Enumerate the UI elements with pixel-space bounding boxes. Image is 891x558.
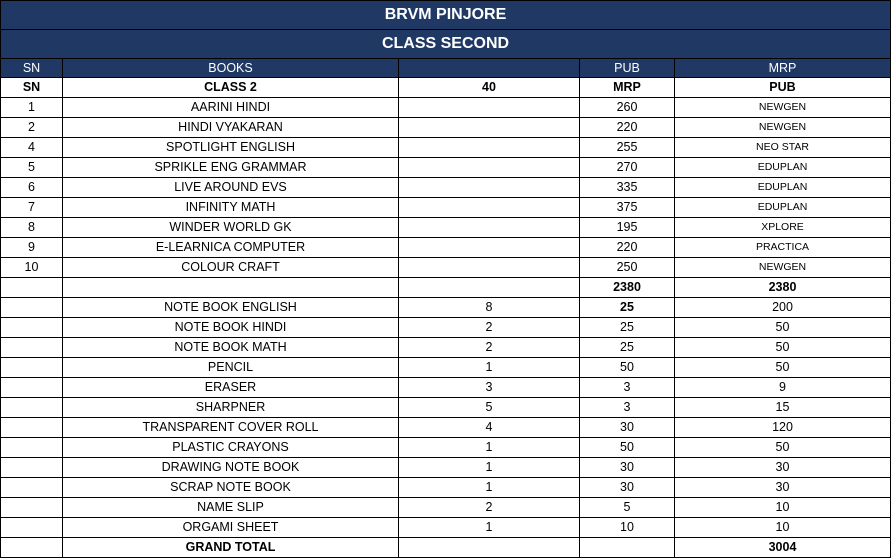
item-name: DRAWING NOTE BOOK (63, 458, 399, 478)
books-total-row (1, 278, 891, 298)
class-title: CLASS SECOND (1, 30, 891, 59)
school-title: BRVM PINJORE (1, 1, 891, 30)
grand-total-label: GRAND TOTAL (63, 538, 399, 558)
header-books: BOOKS (63, 59, 399, 78)
book-sn: 7 (1, 198, 63, 218)
item-qty: 1 (399, 478, 580, 498)
item-row (1, 438, 891, 458)
item-name: SHARPNER (63, 398, 399, 418)
item-sn (1, 398, 63, 418)
book-name: SPRIKLE ENG GRAMMAR (63, 158, 399, 178)
book-row (1, 158, 891, 178)
header-pub: PUB (580, 59, 675, 78)
grand-total-value: 3004 (675, 538, 891, 558)
item-row (1, 318, 891, 338)
header-sn: SN (1, 59, 63, 78)
header-mrp: MRP (675, 59, 891, 78)
book-blank (399, 138, 580, 158)
total-blank-name (63, 278, 399, 298)
book-mrp: 375 (580, 198, 675, 218)
item-qty: 5 (399, 398, 580, 418)
book-mrp: 250 (580, 258, 675, 278)
subheader-pub: PUB (675, 78, 891, 98)
item-row (1, 398, 891, 418)
books-total-mrp: 2380 (580, 278, 675, 298)
item-name: PENCIL (63, 358, 399, 378)
item-qty: 8 (399, 298, 580, 318)
book-sn: 9 (1, 238, 63, 258)
item-row (1, 518, 891, 538)
item-amount: 120 (675, 418, 891, 438)
item-sn (1, 418, 63, 438)
item-qty: 2 (399, 318, 580, 338)
item-qty: 2 (399, 338, 580, 358)
item-rate: 3 (580, 378, 675, 398)
book-pub: PRACTICA (675, 238, 891, 258)
book-mrp: 270 (580, 158, 675, 178)
book-name: HINDI VYAKARAN (63, 118, 399, 138)
item-sn (1, 318, 63, 338)
item-amount: 50 (675, 358, 891, 378)
book-blank (399, 178, 580, 198)
book-blank (399, 238, 580, 258)
item-amount: 10 (675, 498, 891, 518)
item-sn (1, 458, 63, 478)
book-mrp: 220 (580, 118, 675, 138)
column-header-row (1, 59, 891, 78)
item-name: NAME SLIP (63, 498, 399, 518)
item-amount: 50 (675, 338, 891, 358)
book-pub: EDUPLAN (675, 158, 891, 178)
item-amount: 50 (675, 318, 891, 338)
book-name: E-LEARNICA COMPUTER (63, 238, 399, 258)
item-qty: 2 (399, 498, 580, 518)
item-name: PLASTIC CRAYONS (63, 438, 399, 458)
item-qty: 1 (399, 458, 580, 478)
grand-blank-qty (399, 538, 580, 558)
book-sn: 4 (1, 138, 63, 158)
book-name: SPOTLIGHT ENGLISH (63, 138, 399, 158)
item-rate: 30 (580, 478, 675, 498)
book-row (1, 118, 891, 138)
item-row (1, 498, 891, 518)
header-blank (399, 59, 580, 78)
book-sn: 2 (1, 118, 63, 138)
subheader-mrp: MRP (580, 78, 675, 98)
book-name: AARINI HINDI (63, 98, 399, 118)
item-rate: 25 (580, 338, 675, 358)
total-blank-qty (399, 278, 580, 298)
subheader-row (1, 78, 891, 98)
book-sn: 5 (1, 158, 63, 178)
book-row (1, 238, 891, 258)
item-rate: 50 (580, 358, 675, 378)
book-pub: EDUPLAN (675, 178, 891, 198)
item-row (1, 378, 891, 398)
item-qty: 3 (399, 378, 580, 398)
book-row (1, 218, 891, 238)
item-qty: 1 (399, 358, 580, 378)
item-qty: 4 (399, 418, 580, 438)
item-qty: 1 (399, 438, 580, 458)
item-sn (1, 518, 63, 538)
item-amount: 10 (675, 518, 891, 538)
item-name: SCRAP NOTE BOOK (63, 478, 399, 498)
book-mrp: 220 (580, 238, 675, 258)
book-blank (399, 218, 580, 238)
book-sn: 6 (1, 178, 63, 198)
item-sn (1, 478, 63, 498)
item-amount: 15 (675, 398, 891, 418)
item-amount: 200 (675, 298, 891, 318)
book-row (1, 98, 891, 118)
book-pub: NEO STAR (675, 138, 891, 158)
book-mrp: 195 (580, 218, 675, 238)
book-blank (399, 258, 580, 278)
item-sn (1, 338, 63, 358)
grand-blank-sn (1, 538, 63, 558)
book-sn: 1 (1, 98, 63, 118)
item-amount: 50 (675, 438, 891, 458)
grand-blank-rate (580, 538, 675, 558)
item-rate: 25 (580, 318, 675, 338)
item-name: ORGAMI SHEET (63, 518, 399, 538)
item-rate: 30 (580, 418, 675, 438)
item-row (1, 478, 891, 498)
item-rate: 5 (580, 498, 675, 518)
subheader-sn: SN (1, 78, 63, 98)
book-pub: XPLORE (675, 218, 891, 238)
book-row (1, 178, 891, 198)
book-sn: 8 (1, 218, 63, 238)
item-name: ERASER (63, 378, 399, 398)
books-total-pub: 2380 (675, 278, 891, 298)
item-rate: 25 (580, 298, 675, 318)
item-amount: 30 (675, 458, 891, 478)
book-mrp: 260 (580, 98, 675, 118)
item-name: NOTE BOOK MATH (63, 338, 399, 358)
subheader-count: 40 (399, 78, 580, 98)
item-sn (1, 438, 63, 458)
subheader-class: CLASS 2 (63, 78, 399, 98)
book-pub: NEWGEN (675, 98, 891, 118)
item-name: NOTE BOOK HINDI (63, 318, 399, 338)
book-pub: NEWGEN (675, 118, 891, 138)
book-name: INFINITY MATH (63, 198, 399, 218)
item-row (1, 458, 891, 478)
item-rate: 3 (580, 398, 675, 418)
book-pub: EDUPLAN (675, 198, 891, 218)
item-row (1, 338, 891, 358)
book-name: COLOUR CRAFT (63, 258, 399, 278)
book-name: LIVE AROUND EVS (63, 178, 399, 198)
book-mrp: 335 (580, 178, 675, 198)
item-name: TRANSPARENT COVER ROLL (63, 418, 399, 438)
item-rate: 50 (580, 438, 675, 458)
book-blank (399, 118, 580, 138)
item-row (1, 358, 891, 378)
book-row (1, 198, 891, 218)
total-blank-sn (1, 278, 63, 298)
item-sn (1, 498, 63, 518)
item-qty: 1 (399, 518, 580, 538)
book-sn: 10 (1, 258, 63, 278)
item-row (1, 298, 891, 318)
item-rate: 10 (580, 518, 675, 538)
grand-total-row (1, 538, 891, 558)
item-amount: 30 (675, 478, 891, 498)
item-sn (1, 378, 63, 398)
item-sn (1, 358, 63, 378)
item-amount: 9 (675, 378, 891, 398)
book-mrp: 255 (580, 138, 675, 158)
book-blank (399, 158, 580, 178)
book-name: WINDER WORLD GK (63, 218, 399, 238)
item-row (1, 418, 891, 438)
item-rate: 30 (580, 458, 675, 478)
item-sn (1, 298, 63, 318)
book-blank (399, 198, 580, 218)
book-blank (399, 98, 580, 118)
item-name: NOTE BOOK ENGLISH (63, 298, 399, 318)
book-row (1, 258, 891, 278)
book-pub: NEWGEN (675, 258, 891, 278)
book-row (1, 138, 891, 158)
